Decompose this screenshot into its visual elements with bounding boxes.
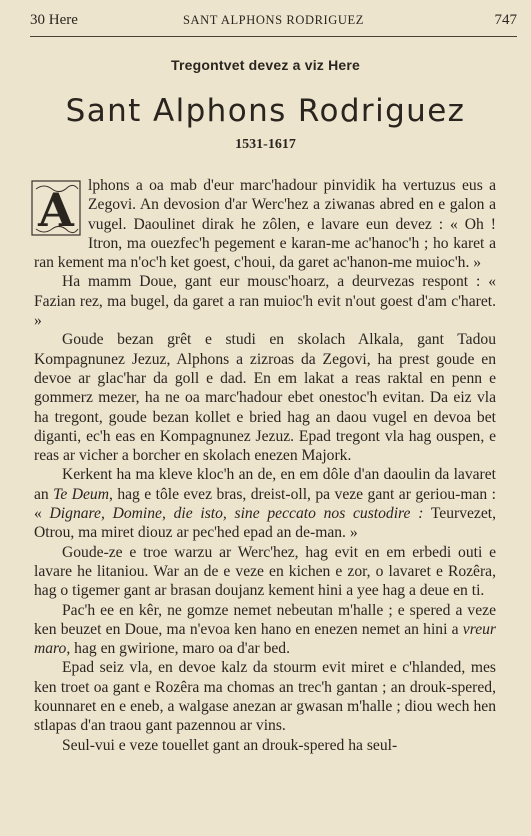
dropcap-a <box>30 179 82 237</box>
paragraph-1-text: lphons a oa mab d'eur marc'hadour pinvidik ha vertuzus eus a Zegovi. An devosion d'ar Werc'hez a ziwanas abred en e galon a vugel. Daoulinet dirak he zôlen, e lavare eun devez : « Oh ! Itron, ma ouezfec'h pegement e karan-me ac'hanoc'h ; ho karet a ran kement ma n'oc'h ket goest, c'houi, da garet ac'hanon-me muioc'h. » <box>34 177 496 272</box>
header-date: 30 Here <box>30 12 78 28</box>
paragraph-4 <box>34 465 496 542</box>
body-text <box>34 176 496 755</box>
ornamental-initial-icon <box>30 179 82 237</box>
paragraph-4-text-b: , hag e tôle evez bras, dreist-oll, pa veze gant ar geriou-man : « <box>34 485 496 523</box>
paragraph-5: Goude-ze e troe warzu ar Werc'hez, hag evit en em erbedi outi e lavare he litaniou. War an de e veze en kichen e zor, o lavaret e Rozêra, hag o tigemer gant ar brasan doujanz kement hini a yee hag a deue en ti. <box>34 543 496 600</box>
running-header <box>30 12 517 34</box>
page-number: 747 <box>494 12 517 28</box>
header-rule <box>30 36 517 37</box>
latin-prayer-italic: Dignare, Domine, die isto, sine peccato nos custodire : <box>49 505 424 523</box>
paragraph-8: Seul-vui e veze touellet gant an drouk-spered ha seul- <box>62 736 398 754</box>
paragraph-3: Goude bezan grêt e studi en skolach Alkala, gant Tadou Kompagnunez Jezuz, Alphons a zizroas da Zegovi, ha prest goude en devoe ar glac'har da goll e dad. En em lakat a reas raktal en penn e gommerz mezer, ha ne oa marc'hadour ebet onestoc'h evitan. Da eiz vla ha tregont, goude bezan kollet e bried hag an daou vugel en devoa bet diganti, ec'h eas en Kompagnunez Jezuz. Epad tregont vla hag ouspen, e reas ar vicher a borcher en skolach enezen Majork. <box>34 331 496 465</box>
feast-day-subtitle: Tregontvet devez a viz Here <box>170 57 361 73</box>
paragraph-1 <box>34 176 496 272</box>
header-title: SANT ALPHONS RODRIGUEZ <box>182 13 365 27</box>
paragraph-4-text-a: Kerkent ha ma kleve kloc'h an de, en em dôle d'an daoulin da lavaret an <box>34 466 496 503</box>
te-deum-italic: Te Deum <box>53 485 109 503</box>
paragraph-2: Ha mamm Doue, gant eur mousc'hoarz, a deurvezas respont : « Fazian rez, ma bugel, da garet a ran muioc'h evit n'out goest d'am c'haret. » <box>34 273 496 330</box>
life-dates: 1531-1617 <box>235 137 296 152</box>
paragraph-7: Epad seiz vla, en devoe kalz da stourm evit miret e c'hlanded, mes ken troet oa gant e Rozêra ma chomas an trec'h gantan ; an drouk-spered, kounnaret en e eneb, a walgase anezan ar gwasan m'halle ; diou wech hen stlapas d'an traou gant pazennou ar vins. <box>34 659 496 735</box>
paragraph-6 <box>34 601 496 659</box>
paragraph-4-text-c: Teurvezet, Otrou, ma miret diouz ar pec'hed epad an de-man. » <box>34 505 496 542</box>
saint-title: Sant Alphons Rodriguez <box>65 93 466 129</box>
paragraph-6-text-a: Pac'h ee en kêr, ne gomze nemet nebeutan m'halle ; e spered a veze ken beuzet en Doue, ma n'evoa ken hano en enezen nemet an hini a <box>34 601 496 638</box>
vreur-maro-italic: vreur maro <box>34 620 496 658</box>
svg-text:A: A <box>38 183 74 237</box>
paragraph-6-text-b: , hag en gwirione, maro oa d'ar bed. <box>66 640 291 658</box>
